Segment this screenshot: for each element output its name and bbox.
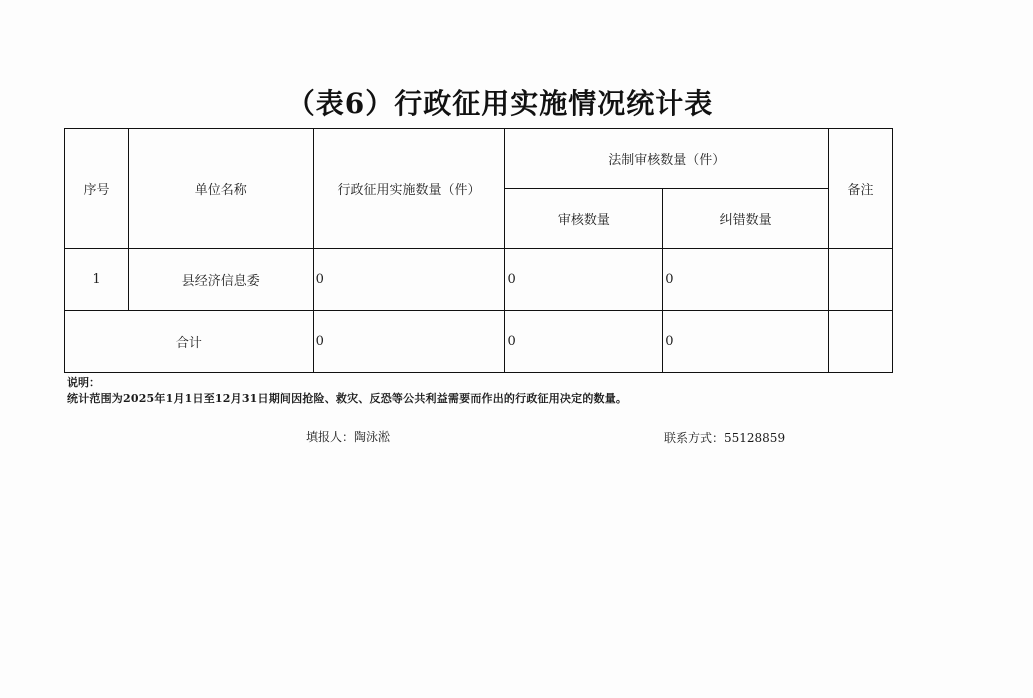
header-review: 审核数量 bbox=[505, 189, 663, 249]
note-text: 统计范围为2025年1月1日至12月31日期间因抢险、救灾、反恐等公共利益需要而作出的行政征用决定的数量。 bbox=[67, 392, 628, 405]
cell-correct: 0 bbox=[663, 249, 829, 311]
contact-info: 联系方式：55128859 bbox=[664, 431, 786, 445]
filler-info: 填报人：陶泳淞 bbox=[306, 430, 391, 444]
total-label: 合计 bbox=[65, 311, 314, 373]
cell-count: 0 bbox=[313, 249, 505, 311]
cell-remark bbox=[829, 249, 893, 311]
cell-seq: 1 bbox=[65, 249, 129, 311]
total-correct: 0 bbox=[663, 311, 829, 373]
page-title: （表6）行政征用实施情况统计表 bbox=[286, 87, 714, 120]
header-legal-review: 法制审核数量（件） bbox=[505, 129, 829, 189]
header-seq: 序号 bbox=[65, 129, 129, 249]
cell-review: 0 bbox=[505, 249, 663, 311]
cell-unit: 县经济信息委 bbox=[128, 249, 313, 311]
statistics-table bbox=[64, 128, 893, 373]
total-count: 0 bbox=[313, 311, 505, 373]
table-row bbox=[65, 249, 893, 311]
total-row bbox=[65, 311, 893, 373]
header-unit: 单位名称 bbox=[128, 129, 313, 249]
header-count: 行政征用实施数量（件） bbox=[313, 129, 505, 249]
note-label: 说明： bbox=[67, 376, 100, 389]
header-row bbox=[65, 129, 893, 189]
total-remark bbox=[829, 311, 893, 373]
header-remark: 备注 bbox=[829, 129, 893, 249]
total-review: 0 bbox=[505, 311, 663, 373]
header-correct: 纠错数量 bbox=[663, 189, 829, 249]
